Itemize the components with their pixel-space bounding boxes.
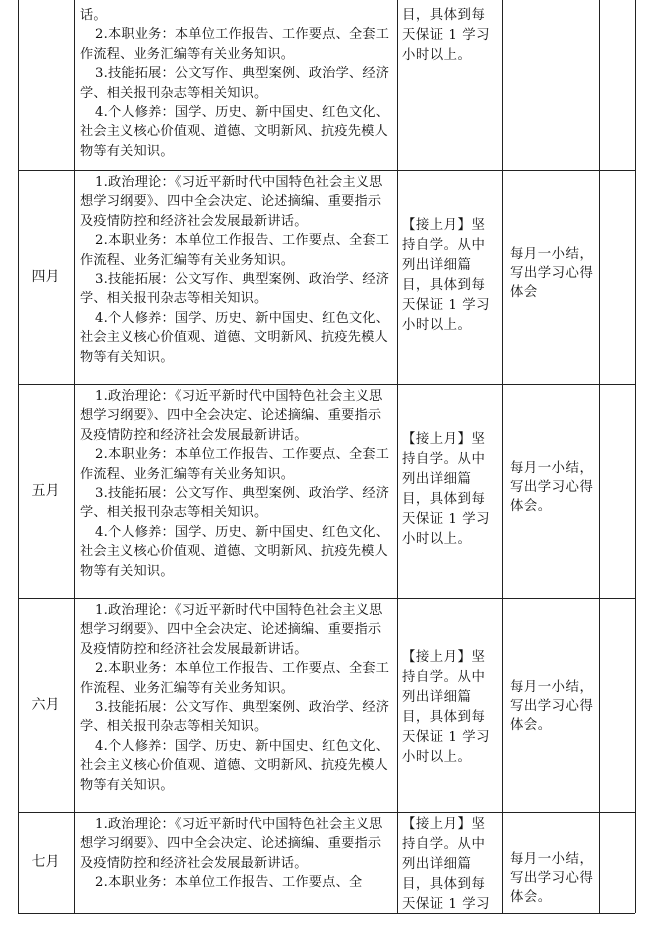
content-item: 2.本职业务：本单位工作报告、工作要点、全: [95, 875, 363, 891]
content-item: 1.政治理论：《习近平新时代中国特色社会主义思想学习纲要》、四中全会决定、论述摘编、重要指示及疫情防控和经济社会发展最新讲话。: [80, 603, 383, 657]
content-item: 1.政治理论：《习近平新时代中国特色社会主义思想学习纲要》、四中全会决定、论述摘编、重要指示及疫情防控和经济社会发展最新讲话。: [80, 389, 383, 443]
content-item: 4.个人修养：国学、历史、新中国史、红色文化、社会主义核心价值观、道德、文明新风、抗疫先模人物等有关知识。: [80, 524, 390, 579]
content-item: 1.政治理论：《习近平新时代中国特色社会主义思想学习纲要》、四中全会决定、论述摘编、重要指示及疫情防控和经济社会发展最新讲话。: [80, 817, 383, 871]
study-method-cell: 【接上月】坚持自学。从中列出详细篇目，具体到每天保证 1 学习小时以上。: [402, 650, 490, 765]
content-item: 4.个人修养：国学、历史、新中国史、红色文化、社会主义核心价值观、道德、文明新风、抗疫先模人物等有关知识。: [80, 310, 390, 365]
column-divider: [502, 0, 503, 913]
month-label: 四月: [31, 269, 60, 285]
study-content-cell: [80, 387, 392, 581]
content-item: 4.个人修养：国学、历史、新中国史、红色文化、社会主义核心价值观、道德、文明新风、抗疫先模人物等有关知识。: [80, 105, 390, 159]
table-row-divider: [18, 812, 635, 813]
content-item: 3.技能拓展：公文写作、典型案例、政治学、经济学、相关报刊杂志等相关知识。: [80, 272, 390, 307]
study-result-cell: 每月一小结，写出学习心得体会。: [510, 461, 594, 514]
content-item: 2.本职业务：本单位工作报告、工作要点、全套工作流程、业务汇编等有关业务知识。: [80, 233, 390, 268]
study-result-cell: 每月一小结，写出学习心得体会: [510, 247, 594, 300]
study-method-cell: 【接上月】坚持自学。从中列出详细篇目，具体到每天保证 1 学习小时以上。: [402, 218, 490, 333]
content-item: 4.个人修养：国学、历史、新中国史、红色文化、社会主义核心价值观、道德、文明新风、抗疫先模人物等有关知识。: [80, 738, 390, 793]
study-content-cell: [80, 601, 392, 795]
table-row-divider: [18, 170, 635, 171]
content-item: 3.技能拓展：公文写作、典型案例、政治学、经济学、相关报刊杂志等相关知识。: [80, 486, 390, 521]
table-left-border: [18, 0, 19, 913]
study-method-cell: 【接上月】坚持自学。从中列出详细篇目，具体到每天保证 1 学习: [402, 817, 490, 912]
study-result-cell: 每月一小结，写出学习心得体会。: [510, 680, 594, 733]
content-line: 话。: [80, 8, 107, 23]
content-item: 2.本职业务：本单位工作报告、工作要点、全套工作流程、业务汇编等有关业务知识。: [80, 447, 390, 482]
content-item: 3.技能拓展：公文写作、典型案例、政治学、经济学、相关报刊杂志等相关知识。: [80, 700, 390, 735]
study-method-cell: 【接上月】坚持自学。从中列出详细篇目，具体到每天保证 1 学习小时以上。: [402, 432, 490, 547]
content-item: 2.本职业务：本单位工作报告、工作要点、全套工作流程、业务汇编等有关业务知识。: [80, 661, 390, 696]
table-row-divider: [18, 598, 635, 599]
month-label: 六月: [31, 697, 60, 713]
column-divider: [74, 0, 75, 913]
study-result-cell: 每月一小结，写出学习心得体会。: [510, 852, 594, 905]
column-divider: [599, 0, 600, 913]
content-item: 1.政治理论：《习近平新时代中国特色社会主义思想学习纲要》、四中全会决定、论述摘编、重要指示及疫情防控和经济社会发展最新讲话。: [80, 175, 383, 229]
table-bottom-border: [18, 913, 635, 914]
month-label: 七月: [31, 854, 60, 870]
content-item: 2.本职业务：本单位工作报告、工作要点、全套工作流程、业务汇编等有关业务知识。: [80, 27, 390, 62]
study-content-cell: [80, 6, 392, 161]
month-label: 五月: [31, 483, 60, 499]
study-method-cell: 目，具体到每天保证 1 学习小时以上。: [402, 8, 490, 63]
table-row-divider: [18, 384, 635, 385]
study-content-cell: [80, 815, 392, 893]
content-item: 3.技能拓展：公文写作、典型案例、政治学、经济学、相关报刊杂志等相关知识。: [80, 66, 390, 101]
table-right-border: [635, 0, 636, 913]
study-content-cell: [80, 173, 392, 367]
column-divider: [397, 0, 398, 913]
